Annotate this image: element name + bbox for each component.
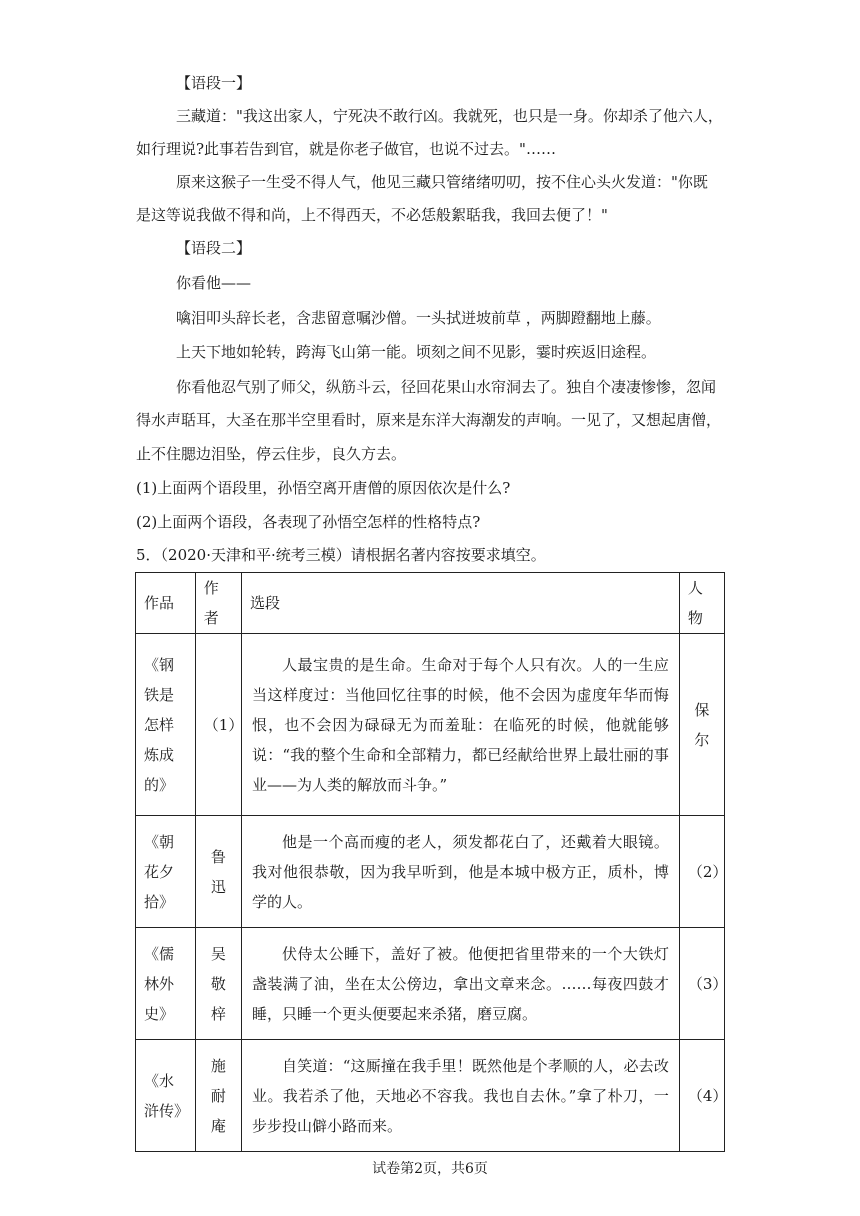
- page-footer: 试卷第2页，共6页: [372, 1161, 488, 1177]
- table-header-row: [136, 573, 725, 634]
- section1-line: 是这等说我做不得和尚，上不得西天，不必恁般絮聒我，我回去便了！": [136, 206, 608, 224]
- author-cell: 施耐庵: [195, 1040, 241, 1152]
- works-table: [135, 572, 728, 1152]
- author-cell: （1）: [195, 634, 241, 816]
- person-cell: （3）: [679, 928, 724, 1040]
- section1-heading: 【语段一】: [176, 74, 252, 92]
- work-cell: 《钢铁是怎样炼成的》: [136, 634, 196, 816]
- section2-line: 得水声聒耳，大圣在那半空里看时，原来是东洋大海潮发的声响。一见了，又想起唐僧，: [136, 411, 722, 429]
- header-excerpt: 选段: [242, 573, 680, 634]
- section2-line: 止不住腮边泪坠，停云住步，良久方去。: [136, 445, 407, 463]
- section2-line: 你看他忍气别了师父，纵筋斗云，径回花果山水帘洞去了。独自个凄凄惨惨，忽闻: [176, 378, 717, 396]
- person-cell: （2）: [679, 816, 724, 928]
- header-work: 作品: [136, 573, 196, 634]
- person-cell: 保尔: [679, 634, 724, 816]
- section2-line: 你看他——: [176, 274, 252, 292]
- table-row: [136, 634, 725, 816]
- section2-line: 上天下地如轮转，跨海飞山第一能。顷刻之间不见影，霎时疾返旧途程。: [176, 343, 657, 361]
- excerpt-cell: 自笑道：“这厮撞在我手里！既然他是个孝顺的人，必去改业。我若杀了他，天地必不容我。我也自去休。”拿了朴刀，一步步投山僻小路而来。: [242, 1040, 680, 1152]
- section2-heading: 【语段二】: [176, 239, 252, 257]
- author-cell: 鲁迅: [195, 816, 241, 928]
- table-row: [136, 816, 725, 928]
- author-cell: 吴敬梓: [195, 928, 241, 1040]
- section1-line: 三藏道："我这出家人，宁死决不敢行凶。我就死，也只是一身。你却杀了他六人，: [176, 107, 723, 125]
- excerpt-cell: 他是一个高而瘦的老人，须发都花白了，还戴着大眼镜。我对他很恭敬，因为我早听到，他是本城中极方正，质朴，博学的人。: [242, 816, 680, 928]
- excerpt-cell: 人最宝贵的是生命。生命对于每个人只有次。人的一生应当这样度过：当他回忆往事的时候，他不会因为虚度年华而悔恨，也不会因为碌碌无为而羞耻：在临死的时候，他就能够说：“我的整个生命和全部精力，都已经献给世界上最壮丽的事业——为人类的解放而斗争。”: [242, 634, 680, 816]
- question-2: (2)上面两个语段，各表现了孙悟空怎样的性格特点?: [136, 513, 481, 531]
- header-author: 作者: [195, 573, 241, 634]
- work-cell: 《儒林外史》: [136, 928, 196, 1040]
- question-5-title: 5．（2020·天津和平·统考三模）请根据名著内容按要求填空。: [136, 546, 546, 564]
- section1-line: 如行理说?此事若告到官，就是你老子做官，也说不过去。"……: [136, 140, 556, 158]
- person-cell: （4）: [679, 1040, 724, 1152]
- excerpt-cell: 伏侍太公睡下，盖好了被。他便把省里带来的一个大铁灯盏装满了油，坐在太公傍边，拿出文章来念。……每夜四鼓才睡，只睡一个更头便要起来杀猪，磨豆腐。: [242, 928, 680, 1040]
- work-cell: 《朝花夕拾》: [136, 816, 196, 928]
- header-person: 人物: [679, 573, 724, 634]
- section1-line: 原来这猴子一生受不得人气，他见三藏只管绪绪叨叨，按不住心头火发道："你既: [176, 173, 708, 191]
- section2-line: 噙泪叩头辞长老，含悲留意嘱沙僧。一头拭迸坡前草 ，两脚蹬翻地上藤。: [176, 309, 661, 327]
- question-1: (1)上面两个语段里，孙悟空离开唐僧的原因依次是什么?: [136, 479, 511, 497]
- table-row: [136, 928, 725, 1040]
- work-cell: 《水浒传》: [136, 1040, 196, 1152]
- table-row: [136, 1040, 725, 1152]
